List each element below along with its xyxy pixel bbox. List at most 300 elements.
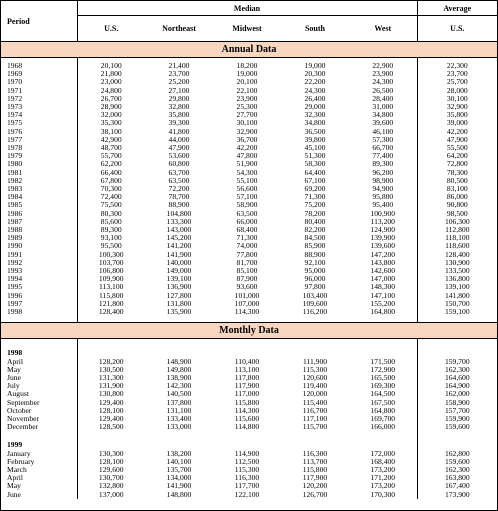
col-us-median-cell: 129,400: [98, 413, 124, 423]
col-south-cell: 96,000: [304, 274, 326, 284]
col-west-cell: 96,200: [372, 167, 394, 177]
col-us-average-cell: 35,800: [417, 111, 497, 119]
col-us-average-cell: 32,900: [417, 103, 497, 111]
col-northeast-cell: 63,500: [168, 175, 190, 185]
col-us-median-cell: 70,300: [100, 184, 122, 194]
col-west-cell: 100,900: [370, 208, 396, 218]
col-us-median-cell: 67,800: [100, 175, 122, 185]
col-midwest-cell: 27,700: [236, 110, 258, 120]
period-cell: 1984: [1, 193, 77, 201]
col-us-median-cell: 130,700: [98, 473, 124, 483]
col-us-average-cell: 139,100: [417, 283, 497, 291]
year-label: 1999: [1, 437, 77, 449]
col-northeast-cell: 134,000: [166, 473, 192, 483]
col-west-cell: 66,700: [372, 143, 394, 153]
col-west-cell: 167,500: [370, 397, 396, 407]
col-us-average-cell: 162,800: [417, 450, 497, 458]
col-west-cell: 173,200: [370, 464, 396, 474]
col-west-cell: 34,800: [372, 110, 394, 120]
col-northeast-cell: 140,100: [166, 456, 192, 466]
col-south-cell: 120,600: [302, 372, 328, 382]
period-cell: 1979: [1, 152, 77, 160]
col-us-median-cell: 89,300: [100, 225, 122, 235]
col-northeast-cell: 148,800: [166, 489, 192, 499]
col-midwest-cell: 56,600: [236, 184, 258, 194]
period-cell: 1986: [1, 210, 77, 218]
col-south-cell: 92,100: [304, 257, 326, 267]
col-us-median-cell: 72,400: [100, 192, 122, 202]
col-us-average-cell: 72,800: [417, 160, 497, 168]
col-us-median-cell: 130,500: [98, 364, 124, 374]
col-us-median-cell: 93,100: [100, 233, 122, 243]
col-us-average-cell: 78,300: [417, 169, 497, 177]
col-west-cell: 165,500: [370, 372, 396, 382]
col-northeast-cell: 104,800: [166, 208, 192, 218]
col-west-cell: 95,400: [372, 200, 394, 210]
col-west-cell: 166,000: [370, 422, 396, 432]
col-us-median-cell: 85,600: [100, 216, 122, 226]
col-northeast-cell: 149,800: [166, 364, 192, 374]
col-south-cell: 119,400: [302, 381, 328, 391]
col-us-average-cell: 106,300: [417, 218, 497, 226]
col-northeast-cell: 21,400: [168, 61, 190, 70]
col-midwest-cell: 114,300: [234, 307, 260, 317]
col-northeast-header: Northeast: [162, 24, 196, 33]
col-us-median-cell: 128,100: [98, 456, 124, 466]
period-cell: 1997: [1, 300, 77, 308]
monthly-data-section: [1, 323, 497, 339]
col-south-cell: 71,300: [304, 192, 326, 202]
col-south-cell: 34,800: [304, 118, 326, 128]
col-northeast-cell: 27,100: [168, 85, 190, 95]
col-northeast-cell: 138,200: [166, 448, 192, 458]
col-northeast-cell: 148,900: [166, 356, 192, 366]
col-us-average-cell: 22,300: [417, 62, 497, 70]
period-cell: 1983: [1, 185, 77, 193]
col-us-median-cell: 130,300: [98, 448, 124, 458]
col-west-cell: 148,300: [370, 282, 396, 292]
col-us-median-cell: 75,500: [100, 200, 122, 210]
period-cell: 1978: [1, 144, 77, 152]
col-midwest-cell: 113,100: [234, 364, 260, 374]
col-west-cell: 155,200: [370, 298, 396, 308]
col-us-average-cell: 158,900: [417, 399, 497, 407]
col-midwest-cell: 117,900: [234, 381, 260, 391]
average-group-header: Average: [417, 1, 497, 16]
col-us-average-cell: 42,200: [417, 128, 497, 136]
col-northeast-cell: 135,900: [166, 307, 192, 317]
col-us-average-cell: 98,500: [417, 210, 497, 218]
col-us-average-cell: 159,900: [417, 415, 497, 423]
col-midwest-cell: 68,400: [236, 225, 258, 235]
col-midwest-cell: 23,900: [236, 93, 258, 103]
col-us-average-cell: 162,000: [417, 390, 497, 398]
col-west-cell: 22,900: [372, 61, 394, 70]
col-south-cell: 115,800: [302, 464, 328, 474]
col-west-cell: 164,800: [370, 307, 396, 317]
col-midwest-cell: 112,500: [234, 456, 260, 466]
col-west-cell: 46,100: [372, 126, 394, 136]
col-us-median-cell: 131,300: [98, 372, 124, 382]
col-midwest-cell: 19,000: [236, 69, 258, 79]
col-midwest-header: Midwest: [232, 24, 262, 33]
col-northeast-cell: 138,900: [166, 372, 192, 382]
col-us-median-cell: 24,800: [100, 85, 122, 95]
col-us-median-cell: 128,200: [98, 356, 124, 366]
period-cell: 1975: [1, 119, 77, 127]
col-midwest-cell: 87,900: [236, 274, 258, 284]
col-west-cell: 89,300: [372, 159, 394, 169]
period-cell: 1980: [1, 160, 77, 168]
col-northeast-cell: 47,900: [168, 143, 190, 153]
monthly-table-row: [1, 491, 497, 499]
col-us-average-cell: 118,100: [417, 234, 497, 242]
monthly-year-heading: [1, 345, 497, 357]
median-group-header: Median: [77, 1, 417, 16]
price-table: [1, 1, 497, 499]
col-us-average-cell: 157,700: [417, 407, 497, 415]
col-northeast-cell: 25,200: [168, 77, 190, 87]
col-northeast-cell: 88,900: [168, 200, 190, 210]
period-cell: 1969: [1, 70, 77, 78]
col-south-cell: 58,300: [304, 159, 326, 169]
col-us-average-cell: 39,000: [417, 119, 497, 127]
col-south-cell: 64,400: [304, 167, 326, 177]
col-us-median-cell: 128,400: [98, 307, 124, 317]
col-midwest-cell: 51,900: [236, 159, 258, 169]
col-midwest-cell: 85,100: [236, 266, 258, 276]
col-west-cell: 113,200: [370, 216, 395, 226]
col-us-median-cell: 95,500: [100, 241, 122, 251]
col-midwest-cell: 36,700: [236, 134, 258, 144]
col-south-cell: 29,000: [304, 102, 326, 112]
col-us-average-cell: 163,800: [417, 474, 497, 482]
col-us-average-cell: 167,400: [417, 482, 497, 490]
col-northeast-cell: 143,000: [166, 225, 192, 235]
period-cell: November: [1, 415, 77, 423]
period-cell: July: [1, 382, 77, 390]
col-northeast-cell: 149,000: [166, 266, 192, 276]
col-south-cell: 120,000: [302, 389, 328, 399]
col-us-median-cell: 129,400: [98, 397, 124, 407]
col-west-cell: 142,600: [370, 266, 396, 276]
period-cell: May: [1, 482, 77, 490]
col-us-median-cell: 132,800: [98, 481, 124, 491]
col-midwest-cell: 63,500: [236, 208, 258, 218]
col-west-cell: 147,100: [370, 290, 396, 300]
col-south-cell: 20,300: [304, 69, 326, 79]
col-west-cell: 26,500: [372, 85, 394, 95]
col-west-cell: 31,000: [372, 102, 394, 112]
col-us-average-cell: 162,300: [417, 366, 497, 374]
col-northeast-cell: 127,800: [166, 290, 192, 300]
col-midwest-cell: 122,100: [234, 489, 260, 499]
period-cell: May: [1, 366, 77, 374]
col-us-median-cell: 32,000: [100, 110, 122, 120]
col-midwest-cell: 32,900: [236, 126, 258, 136]
col-northeast-cell: 23,700: [168, 69, 190, 79]
col-us-median-cell: 62,200: [100, 159, 122, 169]
col-west-cell: 95,800: [372, 192, 394, 202]
period-cell: 1976: [1, 128, 77, 136]
col-south-cell: 126,700: [302, 489, 328, 499]
period-cell: 1998: [1, 308, 77, 316]
col-us-average-cell: 47,900: [417, 136, 497, 144]
col-south-cell: 69,200: [304, 184, 326, 194]
col-us-average-cell: 150,700: [417, 300, 497, 308]
col-south-cell: 75,200: [304, 200, 326, 210]
col-us-median-cell: 137,000: [98, 489, 124, 499]
col-northeast-cell: 39,300: [168, 118, 190, 128]
period-cell: April: [1, 358, 77, 366]
col-midwest-cell: 74,000: [236, 241, 258, 251]
col-us-average-cell: 83,100: [417, 185, 497, 193]
col-us-median-cell: 21,800: [100, 69, 122, 79]
col-midwest-cell: 30,100: [236, 118, 258, 128]
col-us-median-cell: 20,100: [100, 61, 122, 70]
col-south-cell: 115,300: [302, 364, 328, 374]
col-us-median-header: U.S.: [104, 24, 119, 33]
col-midwest-cell: 54,300: [236, 167, 258, 177]
col-west-cell: 143,800: [370, 257, 396, 267]
col-northeast-cell: 131,800: [166, 298, 192, 308]
col-us-average-cell: 159,700: [417, 358, 497, 366]
period-cell: March: [1, 466, 77, 474]
col-south-cell: 97,800: [304, 282, 326, 292]
col-midwest-cell: 71,300: [236, 233, 258, 243]
col-south-cell: 45,100: [304, 143, 326, 153]
annual-data-section-title: Annual Data: [1, 42, 497, 58]
col-south-cell: 95,000: [304, 266, 326, 276]
col-northeast-cell: 133,000: [166, 422, 192, 432]
col-midwest-cell: 107,000: [234, 298, 260, 308]
period-cell: 1991: [1, 251, 77, 259]
col-midwest-cell: 57,100: [236, 192, 258, 202]
col-midwest-cell: 114,300: [234, 405, 260, 415]
col-northeast-cell: 142,300: [166, 381, 192, 391]
col-west-cell: 57,300: [372, 134, 394, 144]
col-us-average-cell: 90,800: [417, 201, 497, 209]
col-us-average-cell: 173,900: [417, 491, 497, 499]
col-us-average-cell: 28,000: [417, 87, 497, 95]
col-west-cell: 98,900: [372, 175, 394, 185]
col-midwest-cell: 58,900: [236, 200, 258, 210]
col-us-average-cell: 162,300: [417, 466, 497, 474]
col-us-average-cell: 118,600: [417, 242, 497, 250]
col-us-median-cell: 130,800: [98, 389, 124, 399]
col-west-cell: 171,500: [370, 356, 396, 366]
period-cell: 1990: [1, 242, 77, 250]
period-cell: 1982: [1, 177, 77, 185]
col-us-median-cell: 42,900: [100, 134, 122, 144]
col-west-cell: 164,800: [370, 405, 396, 415]
col-midwest-cell: 114,800: [234, 422, 260, 432]
period-cell: August: [1, 390, 77, 398]
col-west-cell: 139,900: [370, 233, 396, 243]
col-us-median-cell: 26,700: [100, 93, 122, 103]
col-west-cell: 172,900: [370, 364, 396, 374]
col-midwest-cell: 101,000: [234, 290, 260, 300]
col-midwest-cell: 77,800: [236, 249, 258, 259]
col-west-cell: 39,600: [372, 118, 394, 128]
col-south-cell: 51,300: [304, 151, 326, 161]
col-south-cell: 39,800: [304, 134, 326, 144]
col-west-cell: 168,400: [370, 456, 396, 466]
col-northeast-cell: 141,900: [166, 481, 192, 491]
period-cell: 1993: [1, 267, 77, 275]
monthly-year-heading: [1, 437, 497, 449]
col-us-average-cell: 164,900: [417, 382, 497, 390]
col-west-cell: 139,600: [370, 241, 396, 251]
col-midwest-cell: 115,800: [234, 397, 260, 407]
col-northeast-cell: 131,100: [166, 405, 192, 415]
period-cell: 1970: [1, 78, 77, 86]
col-us-average-cell: 64,200: [417, 152, 497, 160]
col-midwest-cell: 115,300: [234, 464, 260, 474]
col-northeast-cell: 60,800: [168, 159, 190, 169]
col-us-median-cell: 121,800: [98, 298, 124, 308]
period-cell: April: [1, 474, 77, 482]
col-northeast-cell: 141,200: [166, 241, 192, 251]
col-us-median-cell: 128,500: [98, 422, 124, 432]
col-south-cell: 84,500: [304, 233, 326, 243]
col-south-cell: 103,400: [302, 290, 328, 300]
col-midwest-cell: 115,600: [234, 413, 260, 423]
col-midwest-cell: 116,300: [234, 473, 260, 483]
col-us-median-cell: 48,700: [100, 143, 122, 153]
col-midwest-cell: 114,900: [234, 448, 260, 458]
col-south-cell: 116,700: [302, 405, 328, 415]
period-cell: February: [1, 458, 77, 466]
period-cell: 1988: [1, 226, 77, 234]
col-northeast-cell: 137,800: [166, 397, 192, 407]
col-northeast-cell: 53,600: [168, 151, 190, 161]
col-south-cell: 80,400: [304, 216, 326, 226]
period-cell: 1974: [1, 111, 77, 119]
col-south-cell: 32,300: [304, 110, 326, 120]
col-midwest-cell: 42,200: [236, 143, 258, 153]
col-us-median-cell: 35,300: [100, 118, 122, 128]
col-us-average-cell: 128,400: [417, 251, 497, 259]
col-us-average-cell: 159,600: [417, 458, 497, 466]
col-northeast-cell: 41,800: [168, 126, 190, 136]
col-us-median-cell: 66,400: [100, 167, 122, 177]
col-west-cell: 164,500: [370, 389, 396, 399]
col-northeast-cell: 145,200: [166, 233, 192, 243]
col-south-cell: 88,900: [304, 249, 326, 259]
col-us-average-cell: 25,700: [417, 78, 497, 86]
col-south-cell: 117,100: [302, 413, 328, 423]
period-cell: 1972: [1, 95, 77, 103]
col-south-cell: 116,300: [302, 448, 328, 458]
col-us-median-cell: 128,100: [98, 405, 124, 415]
period-cell: 1968: [1, 62, 77, 70]
col-us-median-cell: 115,800: [99, 290, 124, 300]
col-us-average-cell: 30,100: [417, 95, 497, 103]
period-cell: 1987: [1, 218, 77, 226]
col-west-cell: 124,900: [370, 225, 396, 235]
col-south-cell: 120,200: [302, 481, 328, 491]
col-us-median-cell: 100,300: [98, 249, 124, 259]
col-west-cell: 24,300: [372, 77, 394, 87]
col-midwest-cell: 47,800: [236, 151, 258, 161]
col-us-average-cell: 23,700: [417, 70, 497, 78]
col-us-median-cell: 38,100: [100, 126, 122, 136]
col-us-average-cell: 159,600: [417, 423, 497, 431]
col-us-median-cell: 109,900: [98, 274, 124, 284]
period-cell: 1996: [1, 292, 77, 300]
col-west-cell: 147,200: [370, 249, 396, 259]
period-cell: 1981: [1, 169, 77, 177]
col-northeast-cell: 44,000: [168, 134, 190, 144]
col-midwest-cell: 117,800: [234, 372, 260, 382]
col-south-cell: 109,600: [302, 298, 328, 308]
col-midwest-cell: 22,100: [236, 85, 258, 95]
col-south-cell: 117,900: [302, 473, 328, 483]
col-midwest-cell: 117,000: [234, 389, 260, 399]
period-cell: 1977: [1, 136, 77, 144]
col-west-cell: 169,700: [370, 413, 396, 423]
monthly-table-row: [1, 423, 497, 431]
period-cell: January: [1, 450, 77, 458]
col-south-cell: 24,300: [304, 85, 326, 95]
col-northeast-cell: 133,300: [166, 216, 192, 226]
col-northeast-cell: 136,900: [166, 282, 192, 292]
col-northeast-cell: 135,700: [166, 464, 192, 474]
col-us-average-cell: 133,500: [417, 267, 497, 275]
col-us-median-cell: 28,900: [100, 102, 122, 112]
col-us-average-cell: 80,500: [417, 177, 497, 185]
col-midwest-cell: 93,600: [236, 282, 258, 292]
period-cell: 1985: [1, 201, 77, 209]
col-us-median-cell: 103,700: [98, 257, 124, 267]
annual-table-row: [1, 308, 497, 316]
col-us-average-cell: 55,500: [417, 144, 497, 152]
col-midwest-cell: 25,300: [236, 102, 258, 112]
col-midwest-cell: 55,100: [236, 175, 258, 185]
year-label: 1998: [1, 345, 77, 357]
col-us-median-cell: 113,100: [99, 282, 124, 292]
col-south-cell: 111,900: [302, 356, 328, 366]
annual-data-section: [1, 42, 497, 58]
period-cell: 1995: [1, 283, 77, 291]
col-west-cell: 173,200: [370, 481, 396, 491]
period-cell: 1989: [1, 234, 77, 242]
col-south-cell: 85,900: [304, 241, 326, 251]
col-northeast-cell: 140,000: [166, 257, 192, 267]
col-us-average-cell: 164,600: [417, 374, 497, 382]
col-south-cell: 115,700: [302, 422, 328, 432]
period-cell: October: [1, 407, 77, 415]
col-northeast-cell: 78,700: [168, 192, 190, 202]
period-header: Period: [1, 1, 77, 42]
period-cell: June: [1, 374, 77, 382]
col-us-average-cell: 86,000: [417, 193, 497, 201]
col-us-average-header: U.S.: [417, 16, 497, 42]
col-us-median-cell: 106,800: [98, 266, 124, 276]
period-cell: September: [1, 399, 77, 407]
col-midwest-cell: 81,700: [236, 257, 258, 267]
col-west-cell: 77,400: [372, 151, 394, 161]
col-west-cell: 94,900: [372, 184, 394, 194]
col-west-cell: 170,300: [370, 489, 396, 499]
col-us-average-cell: 159,100: [417, 308, 497, 316]
col-midwest-cell: 20,100: [236, 77, 258, 87]
col-northeast-cell: 141,900: [166, 249, 192, 259]
col-west-cell: 171,200: [370, 473, 396, 483]
col-south-cell: 115,400: [302, 397, 328, 407]
col-south-cell: 82,200: [304, 225, 326, 235]
